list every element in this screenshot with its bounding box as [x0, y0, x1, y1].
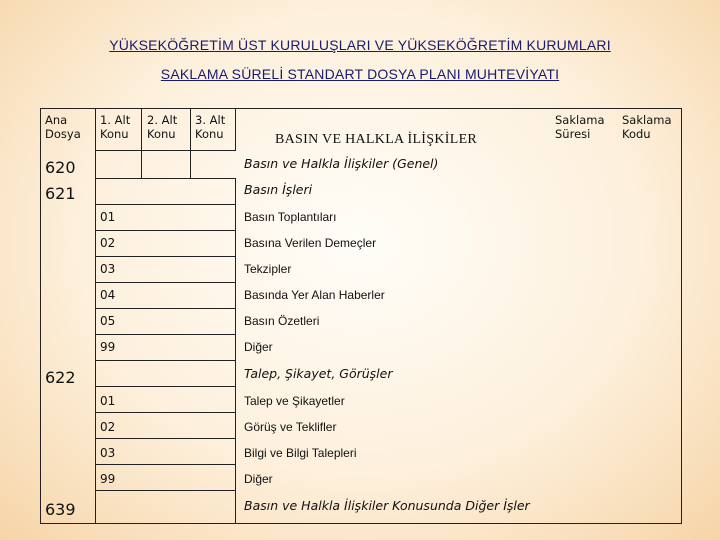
- table-row-label: Basın Toplantıları: [244, 210, 337, 224]
- table-row-code: 01: [100, 394, 116, 408]
- table-top-border: [40, 108, 682, 109]
- col-sep-alt2: [190, 108, 191, 178]
- page-title: YÜKSEKÖĞRETİM ÜST KURULUŞLARI VE YÜKSEKÖĞRETİM KURUMLARI: [109, 37, 611, 53]
- row-sep: [96, 412, 236, 413]
- label-639: Basın ve Halkla İlişkiler Konusunda Diğer İşler: [244, 498, 530, 513]
- row-sep: [96, 282, 236, 283]
- header-saklama-kodu: Saklama Kodu: [622, 113, 672, 141]
- row-sep: [96, 150, 236, 151]
- header-ana-dosya: Ana Dosya: [45, 113, 81, 141]
- label-620: Basın ve Halkla İlişkiler (Genel): [244, 156, 439, 171]
- table-row-code: 04: [100, 288, 116, 302]
- table-row-code: 03: [100, 446, 116, 460]
- header-alt-konu-1: 1. Alt Konu: [100, 113, 131, 141]
- row-sep: [96, 360, 236, 361]
- table-row-code: 99: [100, 340, 116, 354]
- label-622: Talep, Şikayet, Görüşler: [244, 366, 393, 381]
- table-row-label: Basında Yer Alan Haberler: [244, 288, 385, 302]
- row-sep: [96, 490, 236, 491]
- table-row-label: Talep ve Şikayetler: [244, 394, 345, 408]
- row-sep: [96, 178, 236, 179]
- table-row-code: 02: [100, 420, 116, 434]
- table-row-label: Tekzipler: [244, 262, 292, 276]
- header-alt-konu-2: 2. Alt Konu: [147, 113, 178, 141]
- row-sep: [96, 256, 236, 257]
- header-alt-konu-3: 3. Alt Konu: [195, 113, 226, 141]
- code-639: 639: [45, 500, 76, 519]
- code-622: 622: [45, 368, 76, 387]
- row-sep: [96, 438, 236, 439]
- table-row-label: Bilgi ve Bilgi Talepleri: [244, 446, 357, 460]
- table-row-label: Görüş ve Teklifler: [244, 420, 337, 434]
- table-left-border: [40, 108, 41, 524]
- table-right-border: [681, 108, 682, 524]
- code-621: 621: [45, 184, 76, 203]
- table-row-code: 99: [100, 472, 116, 486]
- col-sep-alt1: [141, 108, 142, 178]
- table-row-label: Basına Verilen Demeçler: [244, 236, 377, 250]
- row-sep: [96, 464, 236, 465]
- code-620: 620: [45, 158, 76, 177]
- col-sep-ana: [95, 108, 96, 178]
- col-sep-alt3: [235, 108, 236, 150]
- table-bottom-border: [40, 523, 682, 524]
- row-sep: [96, 386, 236, 387]
- header-saklama-suresi: Saklama Süresi: [555, 113, 605, 141]
- table-row-label: Basın Özetleri: [244, 314, 320, 328]
- table-row-label: Diğer: [244, 340, 273, 354]
- table-row-code: 03: [100, 262, 116, 276]
- table-row-code: 05: [100, 314, 116, 328]
- row-sep: [96, 230, 236, 231]
- row-sep: [96, 204, 236, 205]
- table-row-code: 01: [100, 210, 116, 224]
- section-title: BASIN VE HALKLA İLİŞKİLER: [275, 132, 478, 147]
- table-row-code: 02: [100, 236, 116, 250]
- page-subtitle: SAKLAMA SÜRELİ STANDART DOSYA PLANI MUHTEVİYATI: [160, 66, 560, 82]
- row-sep: [96, 334, 236, 335]
- row-sep: [96, 308, 236, 309]
- label-621: Basın İşleri: [244, 182, 313, 197]
- table-row-label: Diğer: [244, 472, 273, 486]
